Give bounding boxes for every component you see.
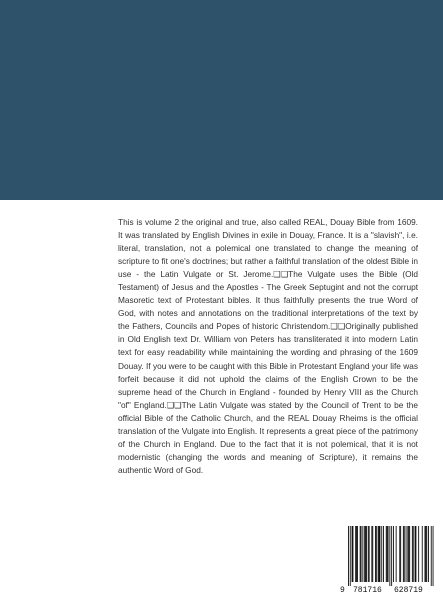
barcode-bar [348,526,349,586]
barcode-bar [428,526,429,582]
barcode-bar [388,526,389,582]
barcode-bar [361,526,362,582]
barcode-bar [408,526,409,582]
barcode-bar [378,526,379,582]
barcode-left-digits: 781716 [353,586,382,594]
barcode-lead-digit: 9 [340,586,345,594]
barcode-bar [372,526,373,582]
barcode-bar [360,526,361,582]
barcode-bar [350,526,351,586]
barcode-bar [409,526,410,582]
barcode-bar [426,526,427,582]
barcode-bar [422,526,423,582]
barcode-bar [362,526,363,582]
barcode-bar [425,526,426,582]
barcode-bar [425,526,426,582]
barcode-bar [389,526,390,586]
barcode-bar [413,526,414,582]
barcode-bar [399,526,400,582]
isbn-barcode [336,524,436,594]
barcode-bar [380,526,381,582]
barcode-bar [375,526,376,582]
barcode-bar [391,526,392,586]
back-cover-description: This is volume 2 the original and true, also called REAL, Douay Bible from 1609. It was translated by English Divines in exile in Douay, France. It is a "slavish", i.e. literal, translation, not a polemical one translated to change the meaning of scripture to fit one's doctrines; but rather a faithful translation of the oldest Bible in use - the Latin Vulgate or St. Jerome.❑❑The Vulgate uses the Bible (Old Testament) of Jesus and the Apostles - The Greek Septugint and not the corrupt Masoretic text of Protestant bibles. It thus faithfully presents the true Word of God, with notes and annotations on the traditional interpretations of the text by the Fathers, Councils and Popes of historic Christendom.❑❑Originally published in Old English text Dr. William von Peters has transliterated it into modern Latin text for easy readability while maintaining the wording and phrasing of the 1609 Douay. If you were to be caught with this Bible in Protestant England your life was forfeit because it did not uphold the claims of the English Crown to be the supreme head of the Church in England - founded by Henry VIII as the Church "of" England.❑❑The Latin Vulgate was stated by the Council of Trent to be the official Bible of the Catholic Church, and the REAL Douay Rheims is the official translation of the Vulgate into English. It represents a great piece of the patrimony of the Church in England. Due to the fact that it is not polemical, that it is not modernistic (changing the words and meaning of Scripture), it remains the authentic Word of God. [118,217,418,475]
barcode-bar [383,526,384,582]
barcode-bar [396,526,397,582]
barcode-bar [371,526,372,582]
barcode-bar [418,526,419,582]
barcode-bar [400,526,401,582]
barcode-bar [364,526,365,582]
barcode-bar [404,526,405,582]
barcode-bar [433,526,434,586]
barcode-bar [376,526,377,582]
barcode-bar [368,526,369,582]
cover-top-band [0,0,443,200]
barcode-bar [369,526,370,582]
barcode-bar [406,526,407,582]
barcode-graphic [336,524,436,594]
barcode-bar [366,526,367,582]
barcode-bar [386,526,387,582]
barcode-bar [379,526,380,582]
barcode-bar [381,526,382,582]
barcode-bar [412,526,413,582]
barcode-bar [365,526,366,582]
barcode-bar [353,526,354,582]
barcode-bar [403,526,404,582]
barcode-bar [393,526,394,582]
barcode-right-digits: 628719 [394,586,423,594]
barcode-bar [431,526,432,586]
barcode-bar [357,526,358,582]
barcode-bar [407,526,408,582]
barcode-bar [387,526,388,582]
barcode-bar [355,526,356,582]
barcode-bar [415,526,416,582]
barcode-bar [356,526,357,582]
barcode-bar [416,526,417,582]
barcode-bar [352,526,353,582]
